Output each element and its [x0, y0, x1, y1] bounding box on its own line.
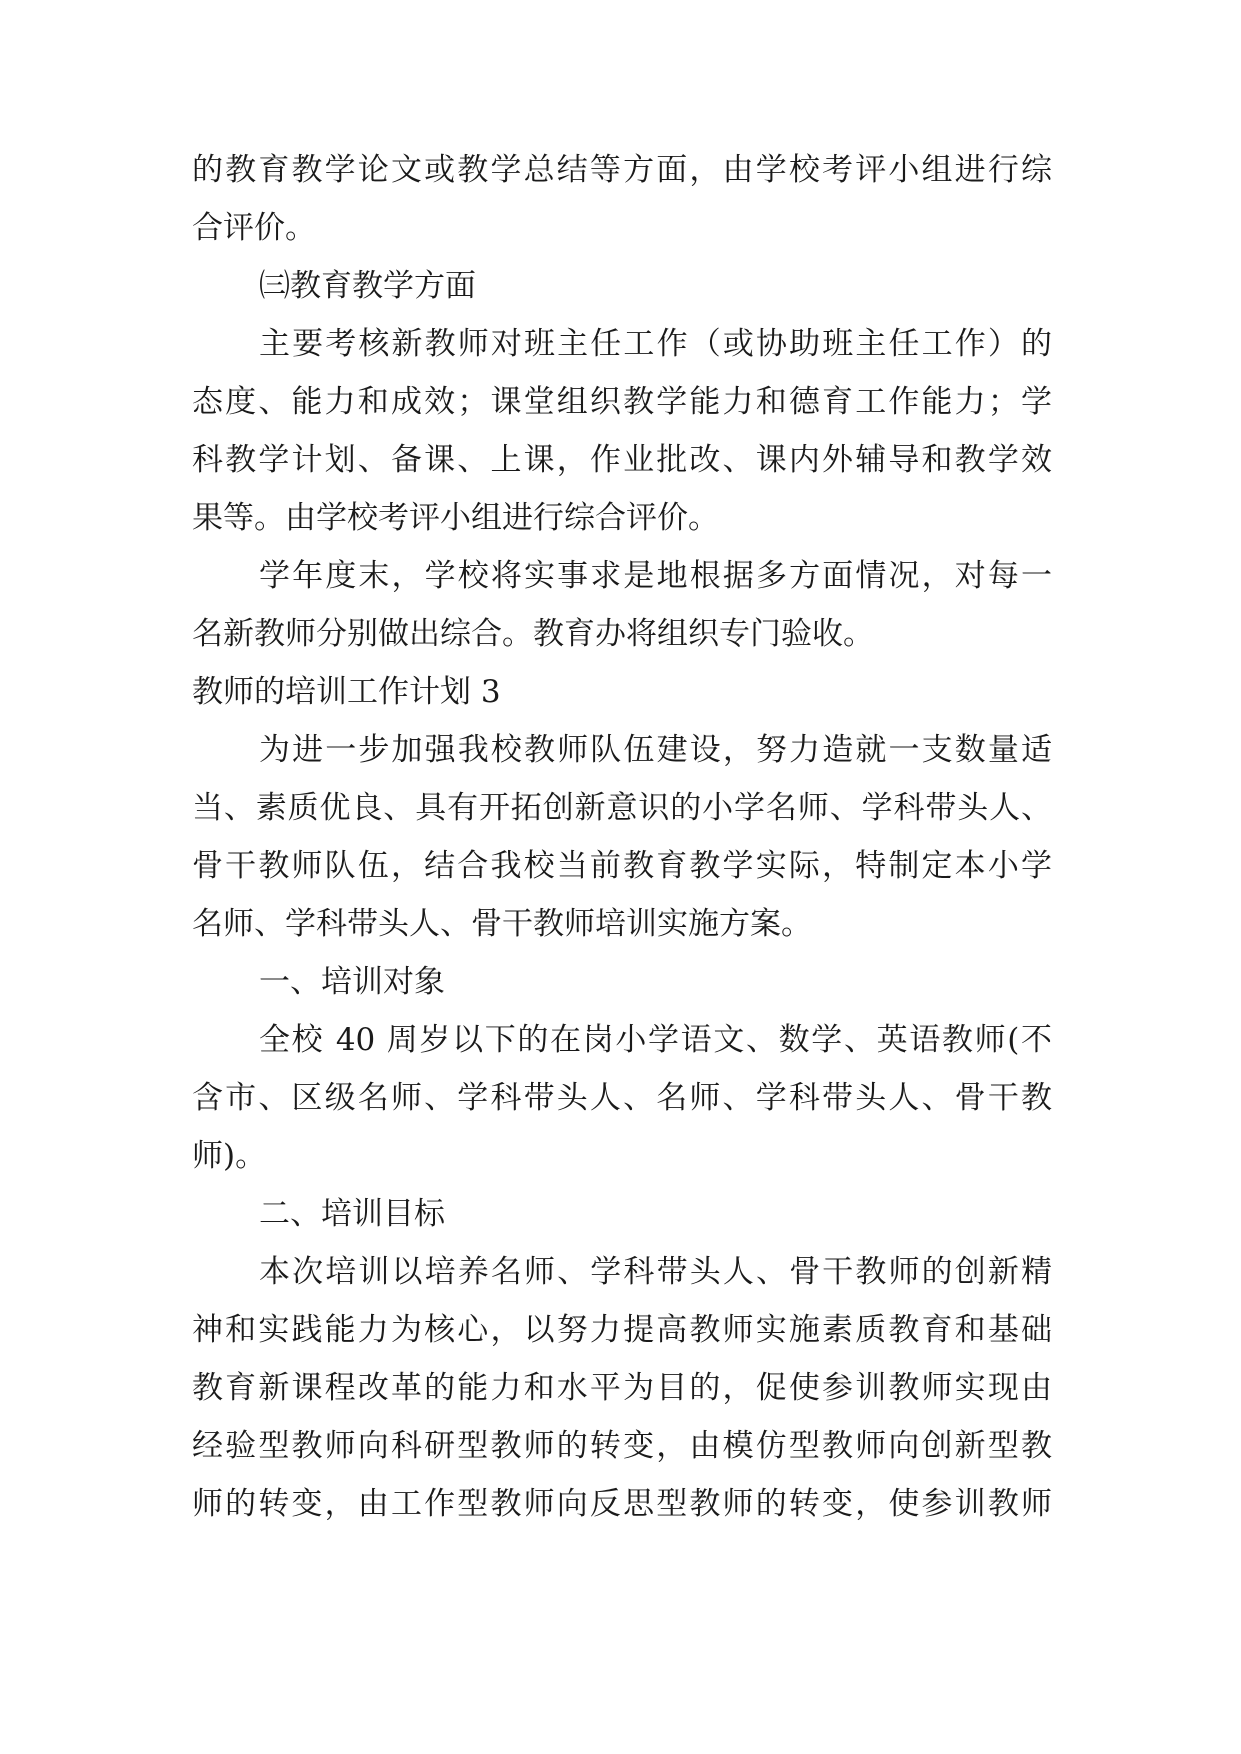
document-title: 教师的培训工作计划 3: [192, 674, 501, 710]
text-line: 科教学计划、备课、上课，作业批改、课内外辅导和教学效: [192, 442, 1052, 478]
text-line: 当、素质优良、具有开拓创新意识的小学名师、学科带头人、: [192, 790, 1052, 826]
text-line: 学年度末，学校将实事求是地根据多方面情况，对每一: [259, 558, 1052, 594]
text-line: 为进一步加强我校教师队伍建设，努力造就一支数量适: [259, 732, 1052, 768]
text-line: 果等。由学校考评小组进行综合评价。: [192, 500, 719, 536]
text-line: 教育新课程改革的能力和水平为目的，促使参训教师实现由: [192, 1370, 1052, 1406]
text-line: 骨干教师队伍，结合我校当前教育教学实际，特制定本小学: [192, 848, 1052, 884]
text-line: 神和实践能力为核心，以努力提高教师实施素质教育和基础: [192, 1312, 1052, 1348]
text-line: 师)。: [192, 1138, 267, 1174]
text-line: 师的转变，由工作型教师向反思型教师的转变，使参训教师: [192, 1486, 1052, 1522]
text-line: 全校 40 周岁以下的在岗小学语文、数学、英语教师(不: [259, 1022, 1052, 1058]
text-line: 合评价。: [192, 210, 316, 246]
text-line: 态度、能力和成效；课堂组织教学能力和德育工作能力；学: [192, 384, 1052, 420]
section-heading: ㈢教育教学方面: [259, 268, 476, 304]
text-line: 含市、区级名师、学科带头人、名师、学科带头人、骨干教: [192, 1080, 1052, 1116]
text-line: 经验型教师向科研型教师的转变，由模仿型教师向创新型教: [192, 1428, 1052, 1464]
text-line: 本次培训以培养名师、学科带头人、骨干教师的创新精: [259, 1254, 1052, 1290]
text-line: 名师、学科带头人、骨干教师培训实施方案。: [192, 906, 812, 942]
text-line: 名新教师分别做出综合。教育办将组织专门验收。: [192, 616, 874, 652]
text-line: 主要考核新教师对班主任工作（或协助班主任工作）的: [259, 326, 1052, 362]
text-line: 的教育教学论文或教学总结等方面，由学校考评小组进行综: [192, 152, 1052, 188]
section-heading: 二、培训目标: [259, 1196, 445, 1232]
section-heading: 一、培训对象: [259, 964, 445, 1000]
